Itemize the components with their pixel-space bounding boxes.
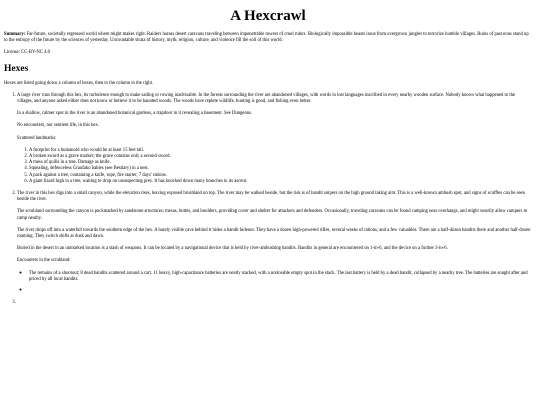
hex-item-1: [17, 93, 532, 185]
hex-item-3: [17, 300, 532, 306]
list-item: 4. Squealing, defenceless Graufako babies (see Bestiary) in a nest.: [29, 166, 532, 172]
list-item: 5. A pack against a tree, containing a knife, rope, fire starter, 7 days' rations.: [29, 173, 532, 179]
list-item: 1. A footprint for a humanoid who would be at least 15 feet tall.: [29, 148, 532, 154]
summary-label: Summary:: [4, 32, 26, 37]
list-item: 3. A mess of quills in a tree. Damage as knife.: [29, 160, 532, 166]
summary-text: Far-future, societally regressed world where might makes right. Raiders harass desert caravans traveling between impenetrable towers of cruel rulers. Biologically impossible beasts issue from overgrown jungles to terrorize humble villages. Ruins of past eons stand up to the entropy of the future by the sciences of yesterday. Uncountable strata of history, myth, religion, culture, and violence fill the soil of this world.: [4, 32, 529, 44]
hexes-intro: Hexes are listed going down a column of hexes, then to the column to the right.: [4, 80, 154, 86]
list-item: [29, 288, 532, 294]
list-item: 6. A giant lizard high in a tree, waiting to drop on unsuspecting prey. It has knocked down many branches in its ascent.: [29, 179, 532, 185]
hex1-paragraph: 1. A large river runs through this hex, its turbulence enough to make sailing or rowing inadvisable. In the forests surrounding the river are abandoned villages, with words in lost languages inscribed in every nearby wooden surface. Nobody knows what happened to the villages, and anyone asked either does not know or believe it to be haunted woods. The woods have replete wildlife, hunting is good, and fishing even better.: [17, 92, 516, 105]
hex2-paragraph: The river drops off into a waterfall towards the southern edge of the hex. A barely visible cave behind it hides a bandit hideout. They have a dozen high-powered rifles, several weeks of rations, and a few valuables. There are a half-dozen bandits there and another half-dozen roaming. They switch shifts at dusk and dawn.: [17, 227, 531, 240]
list-item: 2. A broken sword as a grave marker; the grave contains only a second sword.: [29, 154, 532, 160]
hex1-paragraph: In a shallow, calmer spot in the river is an abandoned botanical gardens, a trapdoor in it revealing a basement. See Dungeons.: [17, 111, 253, 117]
license-line: License: CC-BY-NC 4.0: [4, 50, 50, 56]
hex-list: [4, 93, 532, 307]
encounter-list: [17, 271, 532, 295]
hex2-paragraph: Encounters in the scrubland:: [17, 258, 71, 264]
hex1-paragraph: Scattered landmarks:: [17, 135, 57, 141]
landmark-list: [17, 148, 532, 185]
hex2-paragraph: Buried in the desert in an unmarked location is a stash of weapons. It can be located by a navigational device that is held by river-ambushing bandits. Bandits in general are encountered on 1-in-6, and the device on a further 3-in-6.: [17, 246, 448, 252]
hexes-heading: Hexes: [4, 63, 29, 74]
page-title: A Hexcrawl: [230, 8, 306, 24]
summary-paragraph: [4, 32, 532, 44]
hex2-paragraph: The scrubland surrounding the canyon is pockmarked by sandstone structures; mesas, buttes, and boulders, providing cover and shelter for attackers and defenders. Occasionally, traveling caravans can be found camping near overhangs, and might wearily allow campers to camp nearby.: [17, 209, 528, 221]
hex-item-2: [17, 191, 532, 294]
hex2-paragraph: 2. The river in this hex digs into a small canyon, while the elevation rises, leaving exposed brushland on top. The river may be walked beside, but the risk is of bandit snipers on the high ground taking aim. This is a well-known ambush spot, and signs of scuffles can be seen beside the river.: [17, 191, 525, 203]
list-item: ◦ The remains of a shootout; 8 dead bandits scattered around a cart. 11 heavy, high-capacitance batteries are neatly stacked, with a noticeable empty spot in the stack. The last battery is held by a dead bandit, collapsed by a nearby tree. The batteries are sought after and priced by all local bandits.: [29, 271, 532, 283]
hex1-paragraph: No encounters, nor sentient life, in this hex.: [17, 123, 100, 129]
